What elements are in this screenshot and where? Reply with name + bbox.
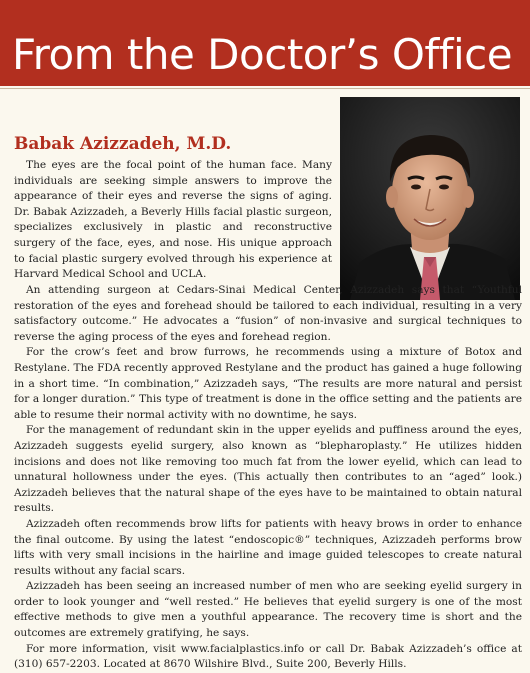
doctor-portrait-photo bbox=[340, 97, 520, 300]
article-paragraph-5: Azizzadeh often recommends brow lifts for patients with heavy brows in order to enhance the final outcome. By using the latest “endoscopic®” techniques, Azizzadeh performs brow lifts with very small incisions in the hairline and image guided telescopes to create natural results without any facial scars. bbox=[14, 517, 522, 577]
author-byline: Babak Azizzadeh, M.D. bbox=[14, 134, 232, 154]
article-intro bbox=[14, 158, 332, 283]
article-paragraph-7: For more information, visit www.facialplastics.info or call Dr. Babak Azizzadeh’s office at (310) 657-2203. Located at 8670 Wilshire Blvd., Suite 200, Beverly Hills. bbox=[14, 642, 522, 671]
article-paragraph-4: For the management of redundant skin in the upper eyelids and puffiness around the eyes, Azizzadeh suggests eyelid surgery, also known as “blepharoplasty.” He utilizes hidden incisions and does not like removing too much fat from the lower eyelid, which can lead to unnatural hollowness under the eyes. (This actually then contributes to an “aged” look.) Azizzadeh believes that the natural shape of the eyes have to be maintained to obtain natural results. bbox=[14, 424, 522, 515]
banner-divider bbox=[0, 88, 530, 89]
page-title: From the Doctor’s Office bbox=[12, 30, 513, 79]
article-paragraph-2: An attending surgeon at Cedars-Sinai Medical Center, Azizzadeh says that “Youthful restoration of the eyes and forehead should be tailored to each individual, resulting in a very satisfactory outcome.” He advocates a “fusion” of non-invasive and surgical techniques to reverse the aging process of the eyes and forehead region. bbox=[14, 284, 522, 343]
article-paragraph-6: Azizzadeh has been seeing an increased number of men who are seeking eyelid surgery in order to look younger and “well rested.” He believes that eyelid surgery is one of the most effective methods to give men a youthful appearance. The recovery time is short and the outcomes are extremely gratifying, he says. bbox=[14, 580, 522, 640]
article-body bbox=[14, 283, 522, 673]
article-paragraph-3: For the crow’s feet and brow furrows, he recommends using a mixture of Botox and Restylane. The FDA recently approved Restylane and the product has gained a huge following in a short time. “In combination,” Azizzadeh says, “The results are more natural and persist for a longer duration.” This type of treatment is done in the office setting and the patients are able to resume their normal activity with no downtime, he says. bbox=[14, 346, 522, 421]
article-paragraph-1: The eyes are the focal point of the human face. Many individuals are seeking simple answers to improve the appearance of their eyes and reverse the signs of aging. Dr. Babak Azizzadeh, a Beverly Hills facial plastic surgeon, specializes exclusively in plastic and reconstructive surgery of the face, eyes, and nose. His unique approach to facial plastic surgery evolved through his experience at Harvard Medical School and UCLA. bbox=[14, 159, 332, 281]
